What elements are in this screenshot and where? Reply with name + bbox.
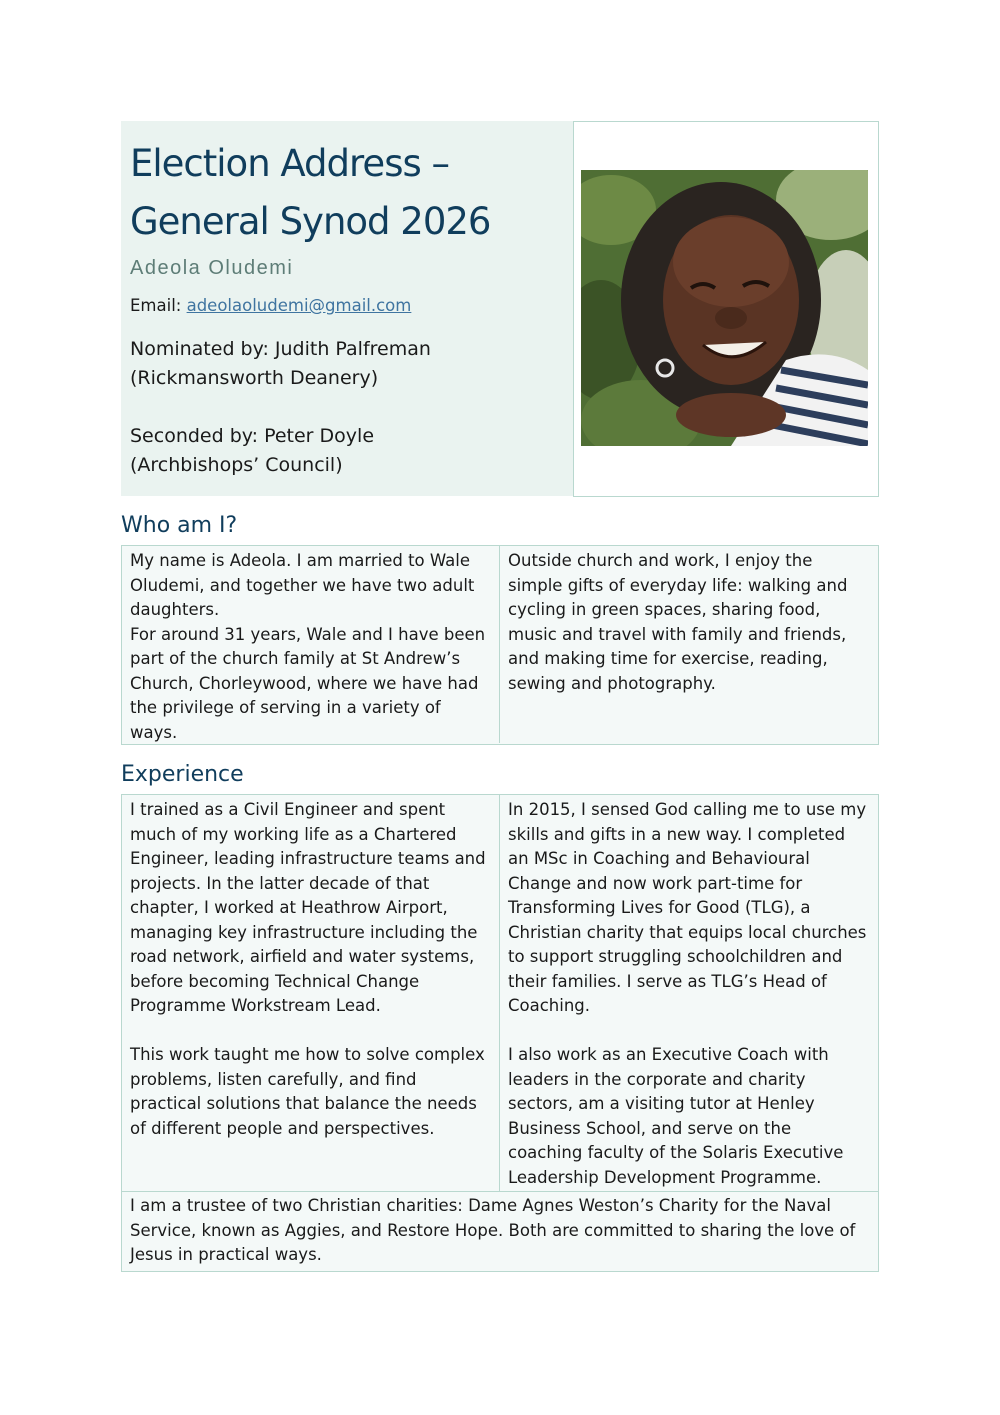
experience-left-cell (122, 795, 500, 1191)
photo-panel (573, 121, 879, 497)
who-am-i-right-cell (500, 546, 877, 743)
nominated-by-deanery: (Rickmansworth Deanery) (130, 367, 379, 389)
nominated-by: Nominated by: Judith Palfreman (130, 338, 431, 360)
experience-row (122, 795, 878, 1191)
experience-right-cell (500, 795, 877, 1191)
email-line (130, 296, 573, 315)
header-block (121, 121, 879, 496)
experience-paragraph-1: I trained as a Civil Engineer and spent much of my working life as a Chartered Engineer, leading infrastructure teams and projects. In the latter decade of that chapter, I worked at Heathrow Airport, managing key infrastructure including the road network, airfield and water systems, before becoming Technical Change Programme Workstream Lead. (130, 800, 486, 1015)
experience-trustee-row: I am a trustee of two Christian charities: Dame Agnes Weston’s Charity for the Naval Service, known as Aggies, and Restore Hope. Both are committed to sharing the love of Jesus in practical ways. (122, 1191, 878, 1271)
email-link[interactable]: adeolaoludemi@gmail.com (186, 296, 412, 315)
who-am-i-row (122, 546, 878, 743)
experience-paragraph-2: This work taught me how to solve complex problems, listen carefully, and find practical solutions that balance the needs of different people and perspectives. (130, 1045, 485, 1138)
who-paragraph-2: For around 31 years, Wale and I have been part of the church family at St Andrew’s Church, Chorleywood, where we have had the privilege of serving in a variety of ways. (130, 624, 486, 742)
who-paragraph-1: My name is Adeola. I am married to Wale Oludemi, and together we have two adult daughters. (130, 551, 475, 619)
experience-paragraph-3: In 2015, I sensed God calling me to use my skills and gifts in a new way. I completed an MSc in Coaching and Behavioural Change and now work part-time for Transforming Lives for Good (TLG), a Christian charity that equips local churches to support struggling schoolchildren and their families. I serve as TLG’s Head of Coaching. (508, 800, 867, 1015)
candidate-name: Adeola Oludemi (130, 257, 294, 279)
title-line-2: General Synod 2026 (130, 200, 491, 243)
who-am-i-box (121, 545, 879, 745)
page-title (130, 135, 573, 251)
nominations (130, 335, 573, 480)
experience-heading: Experience (121, 762, 244, 787)
portrait-illustration (581, 170, 868, 446)
email-label: Email: (130, 296, 187, 315)
experience-paragraph-4: I also work as an Executive Coach with leaders in the corporate and charity sectors, am a visiting tutor at Henley Business School, and serve on the coaching faculty of the Solaris Executive Leadership Development Programme. (508, 1045, 844, 1187)
title-line-1: Election Address – (130, 142, 450, 185)
candidate-photo (581, 170, 868, 446)
seconded-by-council: (Archbishops’ Council) (130, 454, 343, 476)
who-am-i-heading: Who am I? (121, 513, 238, 538)
header-info-panel (121, 121, 573, 496)
who-am-i-left-cell (122, 546, 500, 743)
seconded-by: Seconded by: Peter Doyle (130, 425, 375, 447)
experience-box (121, 794, 879, 1272)
election-address-page (121, 121, 879, 1272)
who-paragraph-3: Outside church and work, I enjoy the simple gifts of everyday life: walking and cycling in green spaces, sharing food, music and travel with family and friends, and making time for exercise, reading, sewing and photography. (508, 551, 848, 693)
